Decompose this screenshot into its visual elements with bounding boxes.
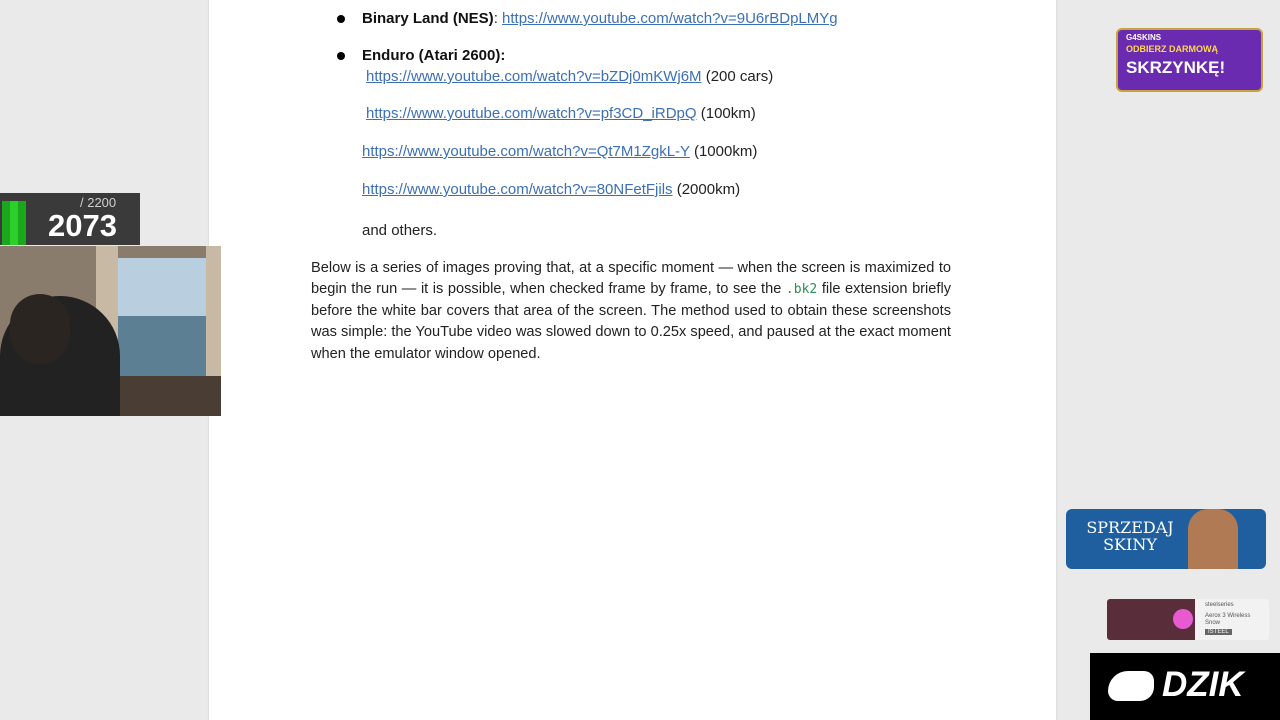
score-progress-bar	[2, 201, 26, 245]
paragraph-part-1: Below is a series of images proving that, at a specific moment — when the screen is maximized to begin the run — it is possible, when checked frame by frame, to see the	[311, 260, 951, 298]
promo-steelseries-banner[interactable]	[1107, 599, 1269, 640]
explanation-paragraph	[311, 258, 951, 365]
score-total: / 2200	[80, 195, 117, 210]
promo-sell-person	[1188, 509, 1238, 569]
enduro-link-row-3	[362, 143, 757, 160]
bk2-code: .bk2	[785, 282, 818, 298]
bullet-binary-land	[337, 15, 345, 23]
enduro-link-1[interactable]: https://www.youtube.com/watch?v=bZDj0mKWj6M	[366, 68, 702, 85]
binary-land-link[interactable]: https://www.youtube.com/watch?v=9U6rBDpLMYg	[502, 10, 838, 27]
promo-mouse-brand: steelseries	[1205, 602, 1234, 608]
promo-sell-skins-banner[interactable]	[1066, 509, 1266, 569]
bull-icon	[1108, 671, 1154, 701]
promo-dzik-banner[interactable]	[1090, 653, 1280, 720]
promo-sell-text: SPRZEDAJ SKINY	[1086, 518, 1174, 554]
promo-free-case-banner[interactable]	[1116, 28, 1263, 92]
score-value: 2073	[48, 208, 117, 243]
binary-land-colon: :	[493, 10, 498, 27]
and-others-text: and others.	[362, 222, 438, 239]
streamer-head	[10, 294, 70, 364]
enduro-heading	[362, 47, 505, 64]
enduro-link-row-1	[366, 68, 773, 85]
enduro-link-row-4	[362, 181, 740, 198]
webcam-sea	[118, 316, 208, 378]
promo-mouse-light	[1173, 609, 1193, 629]
promo-dzik-text: DZIK	[1162, 665, 1244, 704]
enduro-note-1: (200 cars)	[705, 68, 774, 85]
enduro-link-row-2	[366, 105, 756, 122]
enduro-note-3: (1000km)	[693, 143, 758, 160]
binary-land-line	[362, 10, 838, 27]
promo-skins-line1: ODBIERZ DARMOWĄ	[1126, 44, 1218, 54]
promo-skins-line2: SKRZYNKĘ!	[1126, 58, 1226, 77]
promo-skins-brand: G4SKINS	[1126, 33, 1162, 42]
enduro-label: Enduro (Atari 2600):	[362, 47, 506, 64]
binary-land-label: Binary Land (NES)	[362, 10, 494, 27]
enduro-note-2: (100km)	[700, 105, 756, 122]
enduro-link-3[interactable]: https://www.youtube.com/watch?v=Qt7M1ZgkL-Y	[362, 143, 690, 160]
enduro-note-4: (2000km)	[676, 181, 741, 198]
bullet-enduro	[337, 52, 345, 60]
webcam-feed	[0, 246, 221, 416]
enduro-link-2[interactable]: https://www.youtube.com/watch?v=pf3CD_iRDpQ	[366, 105, 697, 122]
enduro-link-4[interactable]: https://www.youtube.com/watch?v=80NFetFjils	[362, 181, 673, 198]
promo-mouse-tag: ISTEEL	[1205, 629, 1232, 635]
promo-mouse-product: Aerox 3 Wireless Snow	[1205, 613, 1251, 626]
paragraph-part-2: file extension briefly before the white bar covers that area of the screen. The method used to obtain these screenshots was simple: the YouTube video was slowed down to 0.25x speed, and paused at the exact moment when the emulator window opened.	[311, 281, 951, 362]
